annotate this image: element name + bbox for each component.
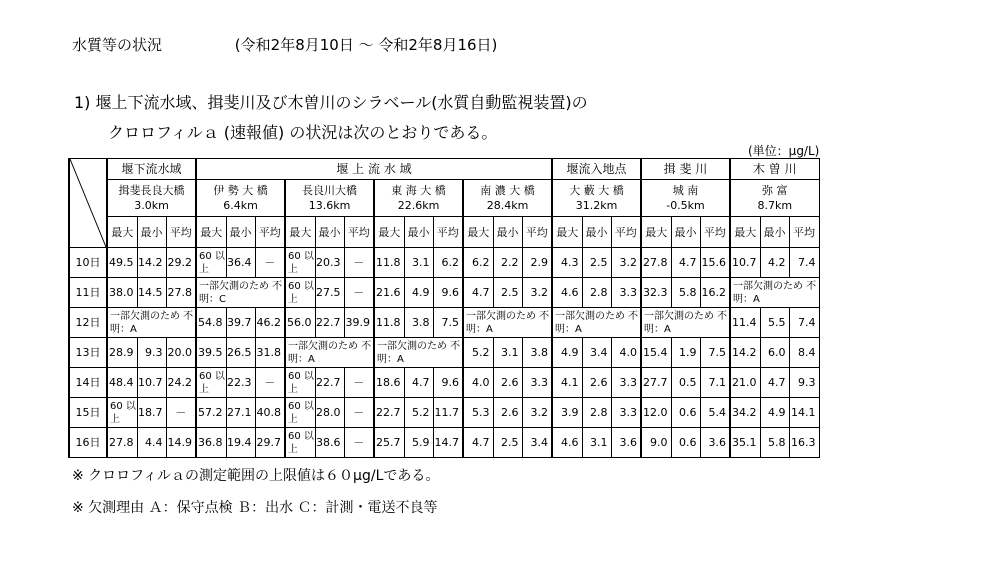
value-cell: 48.4: [107, 368, 137, 398]
missing-note-cell: 一部欠測のため 不明：A: [107, 308, 196, 338]
value-cell: 3.9: [552, 398, 582, 428]
value-cell: 4.7: [404, 368, 433, 398]
value-cell: 7.5: [700, 338, 730, 368]
value-cell: 9.3: [789, 368, 819, 398]
station-name: 弥 富: [762, 184, 788, 197]
value-cell: 16.2: [700, 278, 730, 308]
value-cell: 49.5: [107, 248, 137, 278]
value-cell: 24.2: [166, 368, 196, 398]
value-cell: 14.9: [166, 428, 196, 458]
stat-header: 平均: [522, 217, 552, 248]
value-cell: 11.8: [374, 308, 404, 338]
value-cell: 1.9: [671, 338, 700, 368]
value-cell: 21.6: [374, 278, 404, 308]
value-cell: 29.2: [166, 248, 196, 278]
station-km: 3.0km: [134, 199, 169, 212]
note-range: ※ クロロフィルａの測定範囲の上限値は６０μg/Lである。: [72, 468, 440, 484]
stat-header: 最大: [196, 217, 226, 248]
value-cell: 32.3: [641, 278, 671, 308]
heading-title: 水質等の状況: [72, 36, 163, 54]
value-cell: 9.6: [433, 278, 463, 308]
value-cell: 39.7: [226, 308, 255, 338]
station-name: 城 南: [672, 184, 699, 197]
value-cell: －: [344, 428, 374, 458]
stat-header: 最大: [463, 217, 493, 248]
station-km: 28.4km: [486, 199, 529, 212]
value-cell: 14.2: [730, 338, 760, 368]
value-cell: 11.8: [374, 248, 404, 278]
value-cell: 4.7: [671, 248, 700, 278]
station-name: 南 濃 大 橋: [480, 184, 535, 197]
value-cell: 3.3: [611, 278, 641, 308]
group-header: 堰流入地点: [552, 159, 641, 180]
stat-header: 平均: [789, 217, 819, 248]
value-cell: －: [344, 398, 374, 428]
table-corner: [69, 159, 107, 248]
station-km: 6.4km: [223, 199, 258, 212]
station-name: 東 海 大 橋: [391, 184, 446, 197]
value-cell: 3.2: [522, 278, 552, 308]
value-cell: 11.7: [433, 398, 463, 428]
value-cell: 5.5: [760, 308, 789, 338]
stat-header: 最大: [374, 217, 404, 248]
value-cell: 27.8: [166, 278, 196, 308]
value-cell: 3.8: [522, 338, 552, 368]
station-name: 揖斐長良大橋: [118, 184, 185, 197]
page-heading: [72, 34, 497, 55]
value-cell: 60 以上: [285, 398, 315, 428]
value-cell: 60 以上: [285, 368, 315, 398]
value-cell: 2.6: [582, 368, 611, 398]
value-cell: 34.2: [730, 398, 760, 428]
table-row: [69, 278, 819, 308]
day-label: 13日: [69, 338, 107, 368]
group-header: 堰下流水域: [107, 159, 196, 180]
value-cell: 27.5: [315, 278, 344, 308]
station-name: 長良川大橋: [302, 184, 357, 197]
value-cell: 22.7: [315, 368, 344, 398]
table-row: [69, 308, 819, 338]
missing-note-cell: 一部欠測のため 不明：A: [730, 278, 819, 308]
value-cell: 60 以上: [285, 278, 315, 308]
value-cell: 5.2: [463, 338, 493, 368]
value-cell: 29.7: [255, 428, 285, 458]
value-cell: －: [255, 248, 285, 278]
stat-header: 最小: [404, 217, 433, 248]
notes: [72, 460, 439, 524]
value-cell: 4.0: [611, 338, 641, 368]
stat-header: 平均: [166, 217, 196, 248]
value-cell: 4.7: [760, 368, 789, 398]
value-cell: 4.6: [552, 278, 582, 308]
stat-header: 平均: [255, 217, 285, 248]
heading-period: (令和2年8月10日 ～ 令和2年8月16日): [234, 36, 498, 54]
stat-header: 最大: [641, 217, 671, 248]
value-cell: 4.7: [463, 428, 493, 458]
value-cell: 5.8: [760, 428, 789, 458]
value-cell: 3.3: [611, 398, 641, 428]
stat-header: 最小: [493, 217, 522, 248]
value-cell: 10.7: [730, 248, 760, 278]
value-cell: 20.0: [166, 338, 196, 368]
value-cell: 27.1: [226, 398, 255, 428]
stat-header: 最大: [107, 217, 137, 248]
intro-line-2: クロロフィルａ (速報値) の状況は次のとおりである。: [108, 123, 498, 142]
stat-header: 平均: [700, 217, 730, 248]
table-row: [69, 368, 819, 398]
value-cell: 2.8: [582, 398, 611, 428]
stat-header: 最大: [285, 217, 315, 248]
value-cell: 46.2: [255, 308, 285, 338]
value-cell: 39.5: [196, 338, 226, 368]
station-name: 伊 勢 大 橋: [213, 184, 268, 197]
value-cell: 39.9: [344, 308, 374, 338]
missing-note-cell: 一部欠測のため 不明：A: [463, 308, 552, 338]
value-cell: 36.8: [196, 428, 226, 458]
stat-header: 最小: [226, 217, 255, 248]
value-cell: 60 以上: [196, 248, 226, 278]
value-cell: 35.1: [730, 428, 760, 458]
group-header: 木 曽 川: [730, 159, 819, 180]
value-cell: 38.6: [315, 428, 344, 458]
table-body: [69, 248, 819, 458]
value-cell: 9.6: [433, 368, 463, 398]
station-name: 大 藪 大 橋: [569, 184, 624, 197]
value-cell: 2.2: [493, 248, 522, 278]
value-cell: 0.5: [671, 368, 700, 398]
stat-header: 最小: [582, 217, 611, 248]
value-cell: 60 以上: [107, 398, 137, 428]
value-cell: 22.7: [374, 398, 404, 428]
stat-header: 最小: [760, 217, 789, 248]
group-header: 堰 上 流 水 域: [196, 159, 552, 180]
station-km: 8.7km: [757, 199, 793, 212]
value-cell: 25.7: [374, 428, 404, 458]
value-cell: 2.6: [493, 398, 522, 428]
value-cell: 5.4: [700, 398, 730, 428]
value-cell: 60 以上: [285, 428, 315, 458]
value-cell: 27.8: [641, 248, 671, 278]
value-cell: 9.0: [641, 428, 671, 458]
value-cell: 22.3: [226, 368, 255, 398]
value-cell: 2.9: [522, 248, 552, 278]
value-cell: 27.8: [107, 428, 137, 458]
value-cell: 8.4: [789, 338, 819, 368]
value-cell: 28.0: [315, 398, 344, 428]
value-cell: 14.1: [789, 398, 819, 428]
value-cell: 0.6: [671, 398, 700, 428]
station-km: -0.5km: [666, 199, 705, 212]
value-cell: －: [344, 248, 374, 278]
value-cell: 5.9: [404, 428, 433, 458]
value-cell: 3.1: [493, 338, 522, 368]
value-cell: 12.0: [641, 398, 671, 428]
value-cell: 10.7: [137, 368, 166, 398]
value-cell: 4.0: [463, 368, 493, 398]
missing-note-cell: 一部欠測のため 不明：C: [196, 278, 285, 308]
value-cell: 4.3: [552, 248, 582, 278]
value-cell: 4.9: [552, 338, 582, 368]
value-cell: 5.8: [671, 278, 700, 308]
value-cell: 3.1: [582, 428, 611, 458]
value-cell: 20.3: [315, 248, 344, 278]
value-cell: 36.4: [226, 248, 255, 278]
note-reasons: ※ 欠測理由 Ａ：保守点検 Ｂ：出水 Ｃ：計測・電送不良等: [72, 500, 438, 516]
stat-header: 最小: [137, 217, 166, 248]
station-header: [552, 180, 641, 217]
station-km: 22.6km: [397, 199, 440, 212]
value-cell: 3.3: [611, 368, 641, 398]
value-cell: 3.2: [522, 398, 552, 428]
value-cell: －: [344, 278, 374, 308]
value-cell: 18.6: [374, 368, 404, 398]
value-cell: 5.3: [463, 398, 493, 428]
value-cell: 4.6: [552, 428, 582, 458]
value-cell: 4.1: [552, 368, 582, 398]
station-header: [730, 180, 819, 217]
missing-note-cell: 一部欠測のため 不明：A: [641, 308, 730, 338]
value-cell: 3.4: [582, 338, 611, 368]
table-row: [69, 428, 819, 458]
station-header: [463, 180, 552, 217]
value-cell: 2.5: [582, 248, 611, 278]
value-cell: 38.0: [107, 278, 137, 308]
value-cell: －: [344, 368, 374, 398]
day-label: 14日: [69, 368, 107, 398]
value-cell: 3.6: [700, 428, 730, 458]
stat-header: 平均: [433, 217, 463, 248]
value-cell: 14.2: [137, 248, 166, 278]
station-header: [285, 180, 374, 217]
station-km: 13.6km: [308, 199, 351, 212]
value-cell: 57.2: [196, 398, 226, 428]
value-cell: 2.5: [493, 428, 522, 458]
station-header: [196, 180, 285, 217]
station-header: [107, 180, 196, 217]
day-label: 10日: [69, 248, 107, 278]
day-label: 16日: [69, 428, 107, 458]
value-cell: 9.3: [137, 338, 166, 368]
stat-header: 最大: [552, 217, 582, 248]
value-cell: 60 以上: [285, 248, 315, 278]
group-header: 揖 斐 川: [641, 159, 730, 180]
value-cell: 15.4: [641, 338, 671, 368]
value-cell: 16.3: [789, 428, 819, 458]
value-cell: 3.3: [522, 368, 552, 398]
value-cell: －: [255, 368, 285, 398]
value-cell: 4.2: [760, 248, 789, 278]
value-cell: 7.4: [789, 248, 819, 278]
value-cell: 11.4: [730, 308, 760, 338]
value-cell: 6.2: [463, 248, 493, 278]
value-cell: 3.4: [522, 428, 552, 458]
station-header: [374, 180, 463, 217]
value-cell: －: [166, 398, 196, 428]
value-cell: 7.5: [433, 308, 463, 338]
value-cell: 14.5: [137, 278, 166, 308]
value-cell: 22.7: [315, 308, 344, 338]
value-cell: 3.1: [404, 248, 433, 278]
value-cell: 5.2: [404, 398, 433, 428]
value-cell: 6.0: [760, 338, 789, 368]
stat-header: 平均: [611, 217, 641, 248]
chlorophyll-table: [68, 158, 820, 458]
value-cell: 2.6: [493, 368, 522, 398]
value-cell: 15.6: [700, 248, 730, 278]
value-cell: 28.9: [107, 338, 137, 368]
value-cell: 54.8: [196, 308, 226, 338]
value-cell: 56.0: [285, 308, 315, 338]
value-cell: 3.2: [611, 248, 641, 278]
station-header: [641, 180, 730, 217]
value-cell: 4.7: [463, 278, 493, 308]
value-cell: 2.5: [493, 278, 522, 308]
stat-header: 最大: [730, 217, 760, 248]
station-km: 31.2km: [575, 199, 618, 212]
value-cell: 6.2: [433, 248, 463, 278]
value-cell: 18.7: [137, 398, 166, 428]
day-label: 15日: [69, 398, 107, 428]
value-cell: 3.8: [404, 308, 433, 338]
value-cell: 2.8: [582, 278, 611, 308]
day-label: 11日: [69, 278, 107, 308]
value-cell: 60 以上: [196, 368, 226, 398]
value-cell: 26.5: [226, 338, 255, 368]
stat-header: 平均: [344, 217, 374, 248]
value-cell: 3.6: [611, 428, 641, 458]
table-row: [69, 338, 819, 368]
value-cell: 4.4: [137, 428, 166, 458]
unit-label: (単位：μg/L): [748, 144, 820, 158]
value-cell: 7.4: [789, 308, 819, 338]
stat-header: 最小: [671, 217, 700, 248]
day-label: 12日: [69, 308, 107, 338]
table-row: [69, 248, 819, 278]
value-cell: 14.7: [433, 428, 463, 458]
value-cell: 27.7: [641, 368, 671, 398]
value-cell: 0.6: [671, 428, 700, 458]
missing-note-cell: 一部欠測のため 不明：A: [552, 308, 641, 338]
value-cell: 4.9: [404, 278, 433, 308]
intro-line-1: 1) 堰上下流水域、揖斐川及び木曽川のシラベール(水質自動監視装置)の: [74, 93, 588, 112]
value-cell: 4.9: [760, 398, 789, 428]
missing-note-cell: 一部欠測のため 不明：A: [374, 338, 463, 368]
value-cell: 31.8: [255, 338, 285, 368]
value-cell: 40.8: [255, 398, 285, 428]
intro-text: [74, 88, 588, 148]
stat-header-row: [69, 217, 819, 248]
missing-note-cell: 一部欠測のため 不明：A: [285, 338, 374, 368]
table-row: [69, 398, 819, 428]
stat-header: 最小: [315, 217, 344, 248]
value-cell: 19.4: [226, 428, 255, 458]
value-cell: 7.1: [700, 368, 730, 398]
value-cell: 21.0: [730, 368, 760, 398]
